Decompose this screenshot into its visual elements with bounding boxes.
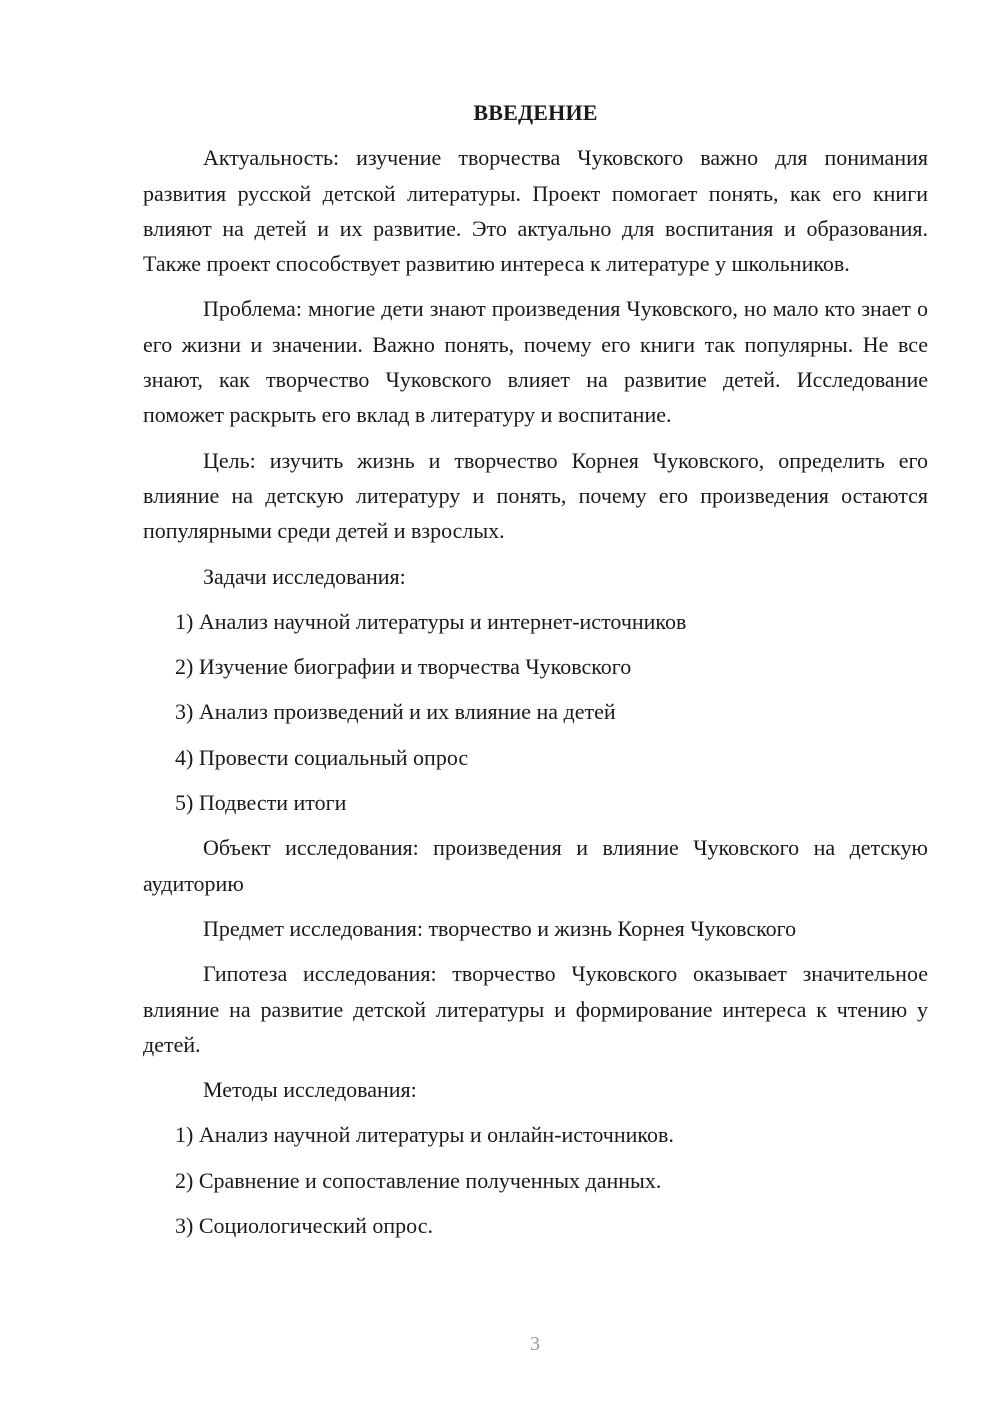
list-item: 4) Провести социальный опрос [175, 744, 469, 770]
list-item: 5) Подвести итоги [175, 790, 347, 816]
document-page [143, 95, 928, 1253]
list-item: 2) Изучение биографии и творчества Чуковского [175, 654, 632, 680]
methods-list [143, 1117, 928, 1243]
methods-heading: Методы исследования: [203, 1077, 417, 1103]
subject-paragraph: Предмет исследования: творчество и жизнь Корнея Чуковского [203, 915, 797, 941]
list-item: 3) Анализ произведений и их влияние на детей [175, 699, 616, 725]
tasks-heading: Задачи исследования: [203, 563, 406, 589]
problem-paragraph: Проблема: многие дети знают произведения Чуковского, но мало кто знает о его жизни и значении. Важно понять, почему его книги так популярны. Не все знают, как творчество Чуковского влияет на развитие детей. Исследование поможет раскрыть его вклад в литературу и воспитание. [143, 296, 928, 428]
tasks-list [143, 604, 928, 820]
list-item: 1) Анализ научной литературы и онлайн-источников. [175, 1122, 674, 1148]
list-item: 2) Сравнение и сопоставление полученных данных. [175, 1167, 662, 1193]
section-title: ВВЕДЕНИЕ [473, 100, 598, 125]
page-number: 3 [530, 1333, 540, 1355]
hypothesis-paragraph: Гипотеза исследования: творчество Чуковского оказывает значительное влияние на развитие детской литературы и формирование интереса к чтению у детей. [143, 961, 928, 1057]
list-item: 3) Социологический опрос. [175, 1213, 433, 1239]
object-paragraph: Объект исследования: произведения и влияние Чуковского на детскую аудиторию [143, 835, 928, 896]
goal-paragraph: Цель: изучить жизнь и творчество Корнея Чуковского, определить его влияние на детскую литературу и понять, почему его произведения остаются популярными среди детей и взрослых. [143, 447, 928, 544]
relevance-paragraph: Актуальность: изучение творчества Чуковского важно для понимания развития русской детской литературы. Проект помогает понять, как его книги влияют на детей и их развитие. Это актуально для воспитания и образования. Также проект способствует развитию интереса к литературе у школьников. [143, 145, 928, 277]
list-item: 1) Анализ научной литературы и интернет-источников [175, 608, 687, 634]
